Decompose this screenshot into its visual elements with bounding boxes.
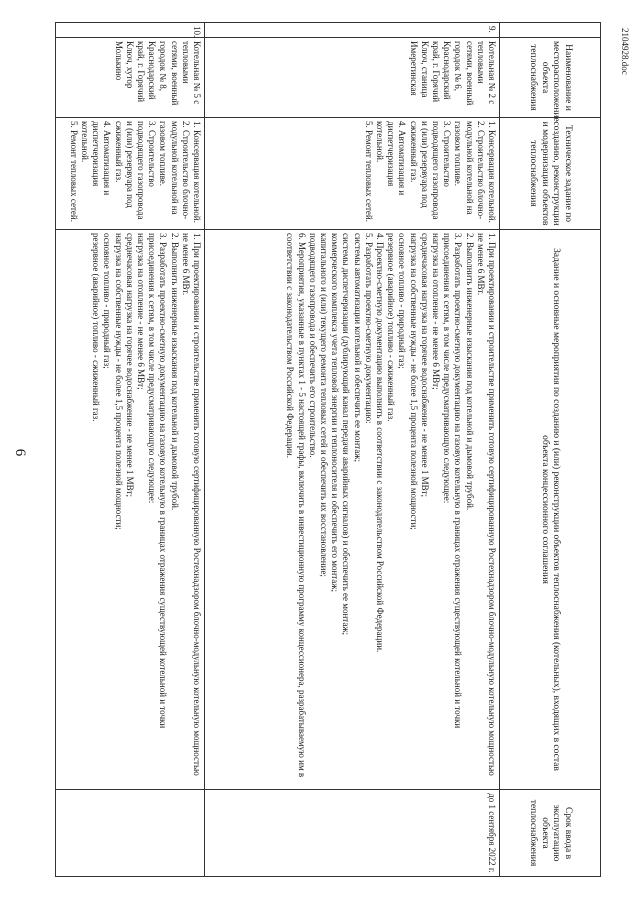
commissioning-date: до 1 сентября 2022 г.: [205, 790, 500, 877]
page-number: 6: [12, 448, 28, 457]
table-row: [205, 23, 500, 877]
object-name: Котельная № 2 с тепловыми сетями, военный городок № 6, Краснодарский край, г. Горячий Ключ, станица Имеретинская: [205, 38, 500, 118]
measure-line: основное топливо - природный газ;: [397, 233, 408, 369]
header-num: [500, 23, 601, 38]
measure-line: 1. При проектировании и строительстве применить готовую сертифицированную Ростехнадзором блочно-модульную котельную мощностью не менее 6 МВт.: [475, 233, 497, 776]
measure-line: среднечасовая нагрузка на горячее водоснабжение - не менее 1 МВт;: [124, 233, 135, 498]
commissioning-date: [56, 790, 205, 877]
task-line: 3. Строительство подводящего газопровода и (или) резервуара под сжиженный газ.: [408, 121, 453, 220]
measure-line: 1. При проектировании и строительстве применить готовую сертифицированную Ростехнадзором блочно-модульную котельную мощностью не менее 6 МВт.: [180, 233, 202, 776]
task-line: 1. Консервация котельной.: [192, 121, 202, 223]
measure-line: нагрузка на отопление - не менее 6 МВт;: [135, 233, 146, 390]
task-line: 5. Ремонт тепловых сетей.: [68, 121, 79, 222]
technical-task: [56, 118, 205, 230]
measures-cell: [56, 230, 205, 790]
technical-task: [205, 118, 500, 230]
measure-line: коммерческого комплекса учета тепловой энергии и теплоносителя и обеспечить его монтаж;: [330, 233, 341, 592]
task-line: 2. Строительство блочно-модульной котельной на газовом топливе.: [158, 121, 191, 220]
measure-line: нагрузка на отопление - не менее 6 МВт;: [430, 233, 441, 390]
file-reference: 2104928.doc: [620, 28, 630, 75]
measure-line: нагрузка на собственные нужды - не более 1,5 процента полезной мощности;: [408, 233, 419, 530]
measure-line: резервное (аварийное) топливо - сжиженный газ.: [91, 233, 102, 422]
measure-line: 2. Выполнить инженерные изыскания под котельной и дымовой трубой.: [464, 233, 475, 511]
measure-line: системы диспетчеризации (дублирующий канал передачи аварийных сигналов) и обеспечить ее монтаж;: [341, 233, 352, 636]
measure-line: подводящего газопровода и обеспечить его строительство.: [307, 233, 318, 458]
measure-line: капитального и (или) текущего ремонта тепловых сетей и обеспечить их восстановление;: [318, 233, 329, 577]
measure-line: 3. Разработать проектно-сметную документацию на газовую котельную в границах отражения существующей котельной и точки присоединения к сетям, в том числе предусматривающую следующее:: [442, 233, 464, 729]
measure-line: 4. Проектно-сметную документацию выполнить в соответствии с законодательством Российской Федерации.: [374, 233, 385, 653]
measure-line: 6. Мероприятия, указанные в пунктах 1 - 5 настоящей графы, включить в инвестиционную программу концессионера, разрабатываемую им в соответствии с законодательством Российской Федерации.: [285, 233, 307, 778]
measure-line: основное топливо - природный газ;: [102, 233, 113, 369]
task-line: 1. Консервация котельной.: [487, 121, 497, 223]
measures-cell: [205, 230, 500, 790]
header-measures: Задание и основные мероприятия по созданию и (или) реконструкции объектов теплоснабжения (котельных), входящих в состав объекта концессионного соглашения: [500, 230, 601, 790]
measure-line: 2. Выполнить инженерные изыскания под котельной и дымовой трубой.: [169, 233, 180, 511]
task-line: 5. Ремонт тепловых сетей.: [363, 121, 374, 222]
row-number: 10.: [56, 23, 205, 38]
header-date: Срок ввода в эксплуатацию объекта теплоснабжения: [500, 790, 601, 877]
measure-line: 5. Разработать проектно-сметную документацию:: [363, 233, 374, 424]
row-number: 9.: [205, 23, 500, 38]
measure-line: системы автоматизации котельной и обеспечить ее монтаж;: [352, 233, 363, 462]
measure-line: 3. Разработать проектно-сметную документацию на газовую котельную в границах отражения существующей котельной и точки присоединения к сетям, в том числе предусматривающую следующее:: [147, 233, 169, 729]
table-header-row: [500, 23, 601, 877]
measure-line: среднечасовая нагрузка на горячее водоснабжение - не менее 1 МВт;: [419, 233, 430, 498]
task-line: 4. Автоматизация и диспетчеризация котельной.: [79, 121, 113, 196]
measure-line: нагрузка на собственные нужды - не более 1,5 процента полезной мощности;: [113, 233, 124, 530]
header-task: Техническое задание по созданию, реконструкции и модернизации объектов теплоснабжения: [500, 118, 601, 230]
header-name: Наименование и месторасположение объекта теплоснабжения: [500, 38, 601, 118]
task-line: 4. Автоматизация и диспетчеризация котельной.: [374, 121, 408, 196]
object-name: Котельная № 5 с тепловыми сетями, военный городок № 8, Краснодарский край, г. Горячий Ключ, хутор Молькино: [56, 38, 205, 118]
task-line: 3. Строительство подводящего газопровода и (или) резервуара под сжиженный газ.: [113, 121, 158, 220]
measure-line: резервное (аварийное) топливо - сжиженный газ.: [386, 233, 397, 422]
table-row: [56, 23, 205, 877]
task-line: 2. Строительство блочно-модульной котельной на газовом топливе.: [453, 121, 486, 220]
concession-objects-table: [55, 22, 601, 877]
